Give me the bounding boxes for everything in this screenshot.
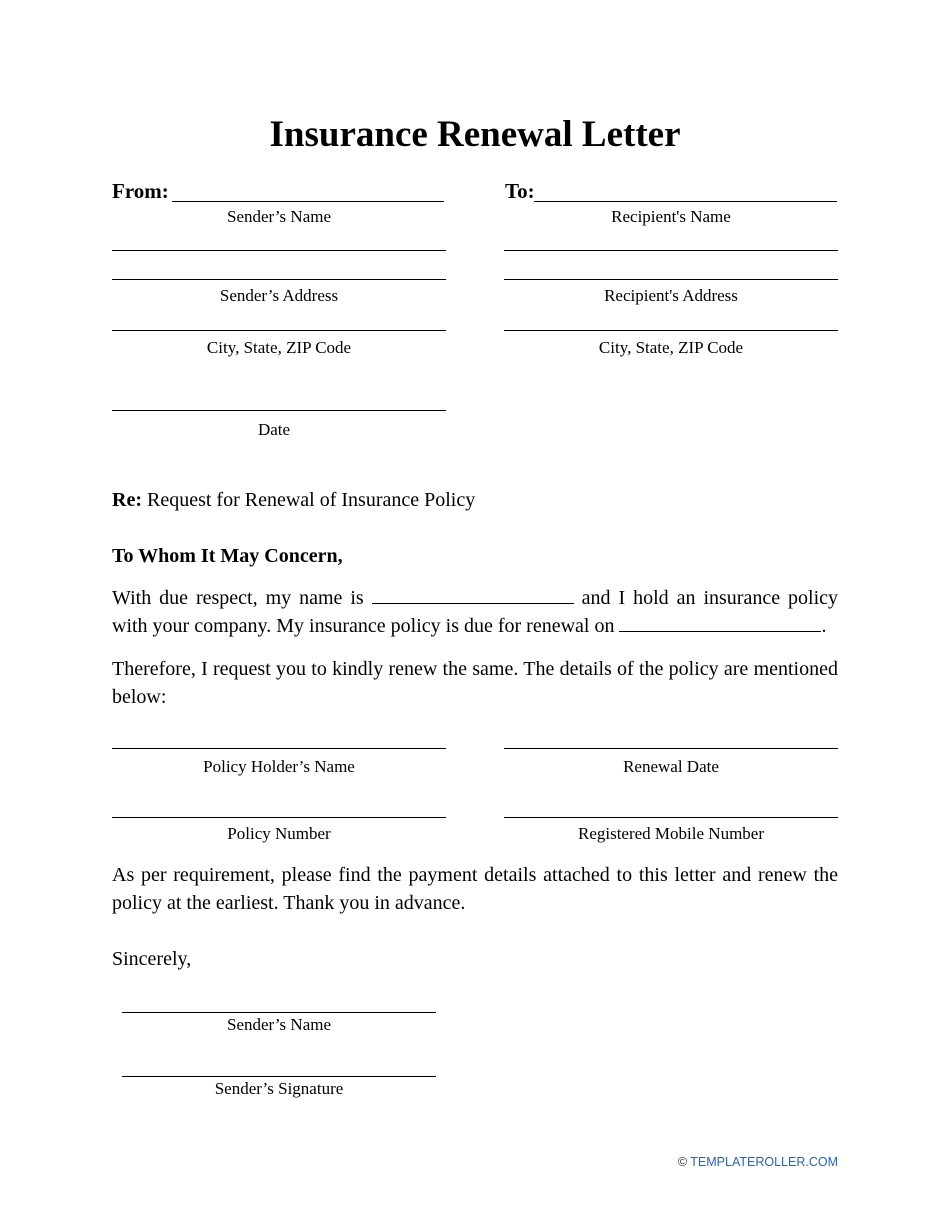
renewal-date-label: Renewal Date [623, 757, 719, 776]
recipient-city-line[interactable] [504, 330, 838, 331]
recipient-name-label: Recipient's Name [611, 207, 731, 226]
renewal-date-blank[interactable] [619, 613, 821, 632]
sender-address-line-1[interactable] [112, 250, 446, 251]
copyright-icon: © [677, 1155, 688, 1169]
signature-name-line[interactable] [122, 1012, 436, 1013]
intro-text-3: . [821, 615, 827, 637]
subject-line [112, 486, 838, 514]
footer-credit [678, 1155, 838, 1169]
signature-label: Sender’s Signature [214, 1079, 344, 1098]
date-line[interactable] [112, 410, 446, 411]
policy-number-line[interactable] [112, 817, 446, 818]
sender-name-line[interactable] [172, 201, 444, 202]
subject-prefix: Re: [112, 489, 142, 511]
recipient-address-line-1[interactable] [504, 250, 838, 251]
sender-name-label: Sender’s Name [226, 207, 332, 226]
policy-number-label: Policy Number [227, 824, 331, 843]
policy-holder-name-label: Policy Holder’s Name [203, 757, 355, 776]
name-blank[interactable] [372, 585, 574, 604]
sender-address-line-2[interactable] [112, 279, 446, 280]
recipient-address-line-2[interactable] [504, 279, 838, 280]
footer-brand-link[interactable]: TEMPLATEROLLER.COM [690, 1155, 838, 1169]
closing: Sincerely, [112, 948, 192, 970]
from-heading: From: [112, 179, 169, 203]
sender-city-label: City, State, ZIP Code [206, 338, 352, 357]
intro-paragraph [112, 584, 838, 640]
request-paragraph: Therefore, I request you to kindly renew the same. The details of the policy are mentioned below: [112, 658, 838, 708]
intro-text-2: and I hold an insurance policy with your company. My insurance policy is due for renewal on [112, 587, 839, 637]
subject-text: Request for Renewal of Insurance Policy [146, 489, 476, 511]
payment-paragraph: As per requirement, please find the payment details attached to this letter and renew the policy at the earliest. Thank you in advance. [112, 864, 838, 914]
sender-address-label: Sender’s Address [219, 286, 339, 305]
renewal-date-line[interactable] [504, 748, 838, 749]
recipient-address-label: Recipient's Address [604, 286, 738, 305]
mobile-number-line[interactable] [504, 817, 838, 818]
salutation: To Whom It May Concern, [112, 545, 343, 567]
signature-line[interactable] [122, 1076, 436, 1077]
intro-text-1: With due respect, my name is [112, 587, 364, 609]
recipient-name-line[interactable] [534, 201, 837, 202]
recipient-city-label: City, State, ZIP Code [598, 338, 744, 357]
document-title: Insurance Renewal Letter [269, 114, 681, 155]
to-heading: To: [505, 179, 535, 203]
mobile-number-label: Registered Mobile Number [577, 824, 764, 843]
date-label: Date [257, 420, 291, 439]
policy-holder-name-line[interactable] [112, 748, 446, 749]
signature-name-label: Sender’s Name [226, 1015, 332, 1034]
sender-city-line[interactable] [112, 330, 446, 331]
